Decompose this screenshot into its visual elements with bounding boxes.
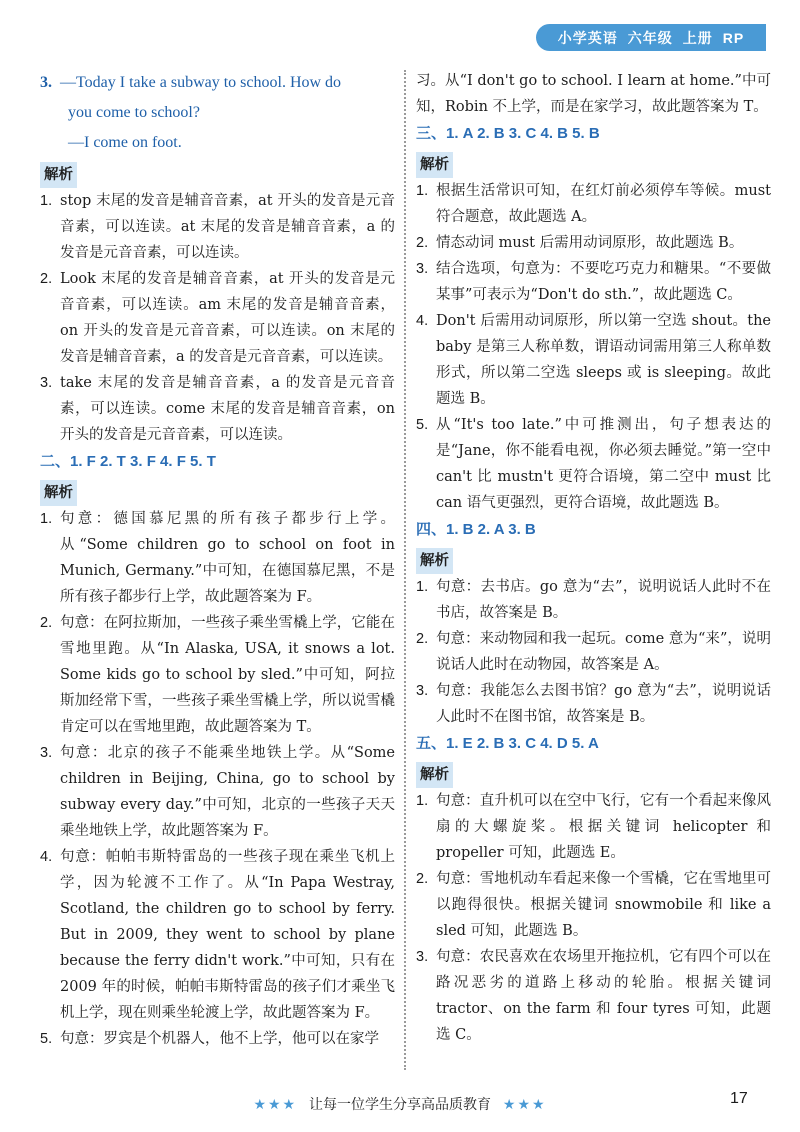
analysis-item: 2. Look 末尾的发音是辅音音素，at 开头的发音是元音音素，可以连读。am 末尾的发音是辅音音素，on 开头的发音是元音音素，可以连读。on 末尾的发音是辅音音素，a 的发音是元音音素，可以连读。 <box>40 271 395 365</box>
answer-row-5: 五、1. E 2. B 3. C 4. D 5. A <box>416 735 599 752</box>
analysis-heading: 解析 <box>416 152 771 178</box>
question-3-line2: you come to school? <box>68 104 200 121</box>
analysis-heading: 解析 <box>416 548 771 574</box>
question-3-line3: —I come on foot. <box>68 134 182 151</box>
question-3-line1: —Today I take a subway to school. How do <box>60 74 342 91</box>
analysis-item: 4. Don't 后需用动词原形，所以第一空选 shout。the baby 是第三人称单数，谓语动词需用第三人称单数形式，所以第二空选 sleeps 或 is sleeping。故此题选 B。 <box>416 313 771 407</box>
footer <box>0 1094 800 1114</box>
header-edition: RP <box>722 29 745 46</box>
analysis-item: 2. 句意：雪地机动车看起来像一个雪橇，它在雪地里可以跑得很快。根据关键词 snowmobile 和 like a sled 可知，此题选 B。 <box>416 871 771 939</box>
right-column <box>416 68 771 1048</box>
header-grade: 六年级 <box>627 29 673 46</box>
answer-row-3: 三、1. A 2. B 3. C 4. B 5. B <box>416 125 600 142</box>
header-tab <box>536 24 766 51</box>
analysis-item: 3. 结合选项，句意为：不要吃巧克力和糖果。“不要做某事”可表示为“Don't do sth.”，故此题选 C。 <box>416 261 771 303</box>
analysis-item: 2. 情态动词 must 后需用动词原形，故此题选 B。 <box>416 235 744 251</box>
analysis-item: 2. 句意：在阿拉斯加，一些孩子乘坐雪橇上学，它能在雪地里跑。从“In Alaska, USA, it snows a lot. Some kids go to school by sled.”中可知，阿拉斯加经常下雪，一些孩子乘坐雪橇上学，所以说雪橇肯定可以在雪地里跑，故此题答案为 T。 <box>40 615 395 735</box>
question-3 <box>40 68 395 158</box>
question-3-number: 3. <box>40 74 52 91</box>
analysis-item: 1. 句意：去书店。go 意为“去”，说明说话人此时不在书店，故答案是 B。 <box>416 579 771 621</box>
analysis-item: 1. 句意：德国慕尼黑的所有孩子都步行上学。从“Some children go to school on foot in Munich, Germany.”中可知，在德国慕尼黑，不是所有孩子都步行上学，故此题答案为 F。 <box>40 511 395 605</box>
analysis-item: 4. 句意：帕帕韦斯特雷岛的一些孩子现在乘坐飞机上学，因为轮渡不工作了。从“In Papa Westray, Scotland, the children go to school by ferry. But in 2009, they went to school by plane because the ferry didn't work.”中可知，只有在 2009 年的时候，帕帕韦斯特雷岛的孩子们才乘坐飞机上学，现在则乘坐轮渡上学，故此题答案为 F。 <box>40 849 395 1021</box>
analysis-item: 2. 句意：来动物园和我一起玩。come 意为“来”，说明说话人此时在动物园，故答案是 A。 <box>416 631 771 673</box>
page-number: 17 <box>730 1090 748 1107</box>
header-volume: 上册 <box>682 29 713 46</box>
analysis-heading: 解析 <box>40 162 395 188</box>
footer-stars-left: ★★★ <box>253 1096 298 1112</box>
footer-stars-right: ★★★ <box>502 1096 547 1112</box>
analysis-item: 5. 句意：罗宾是个机器人，他不上学，他可以在家学 <box>40 1031 379 1047</box>
analysis-item: 1. 根据生活常识可知，在红灯前必须停车等候。must 符合题意，故此题选 A。 <box>416 183 771 225</box>
footer-slogan: 让每一位学生分享高品质教育 <box>309 1096 491 1112</box>
analysis-item: 1. stop 末尾的发音是辅音音素，at 开头的发音是元音音素，可以连读。at 末尾的发音是辅音音素，a 的发音是元音音素，可以连读。 <box>40 193 395 261</box>
continued-text: 习。从“I don't go to school. I learn at home.”中可知，Robin 不上学，而是在家学习，故此题答案为 T。 <box>416 73 771 115</box>
analysis-item: 3. take 末尾的发音是辅音音素，a 的发音是元音音素，可以连读。come 末尾的发音是辅音音素，on 开头的发音是元音音素，可以连读。 <box>40 375 395 443</box>
answer-row-2: 二、1. F 2. T 3. F 4. F 5. T <box>40 453 216 470</box>
analysis-heading: 解析 <box>40 480 395 506</box>
analysis-heading: 解析 <box>416 762 771 788</box>
analysis-item: 5. 从“It's too late.”中可推测出，句子想表达的是“Jane，你不能看电视，你必须去睡觉。”第一空中 can't 比 mustn't 更符合语境，第二空中 must 比 can 语气更强烈，更符合语境，故此题选 B。 <box>416 417 771 511</box>
answer-row-4: 四、1. B 2. A 3. B <box>416 521 536 538</box>
analysis-item: 3. 句意：我能怎么去图书馆？go 意为“去”，说明说话人此时不在图书馆，故答案是 B。 <box>416 683 771 725</box>
analysis-item: 1. 句意：直升机可以在空中飞行，它有一个看起来像风扇的大螺旋桨。根据关键词 helicopter 和 propeller 可知，此题选 E。 <box>416 793 771 861</box>
left-column <box>40 68 395 1052</box>
column-divider <box>404 70 406 1070</box>
analysis-item: 3. 句意：农民喜欢在农场里开拖拉机，它有四个可以在路况恶劣的道路上移动的轮胎。根据关键词 tractor、on the farm 和 four tyres 可知，此题选 C。 <box>416 949 771 1043</box>
header-subject: 小学英语 <box>557 29 618 46</box>
analysis-item: 3. 句意：北京的孩子不能乘坐地铁上学。从“Some children in Beijing, China, go to school by subway every day.”中可知，北京的一些孩子天天乘坐地铁上学，故此题答案为 F。 <box>40 745 395 839</box>
